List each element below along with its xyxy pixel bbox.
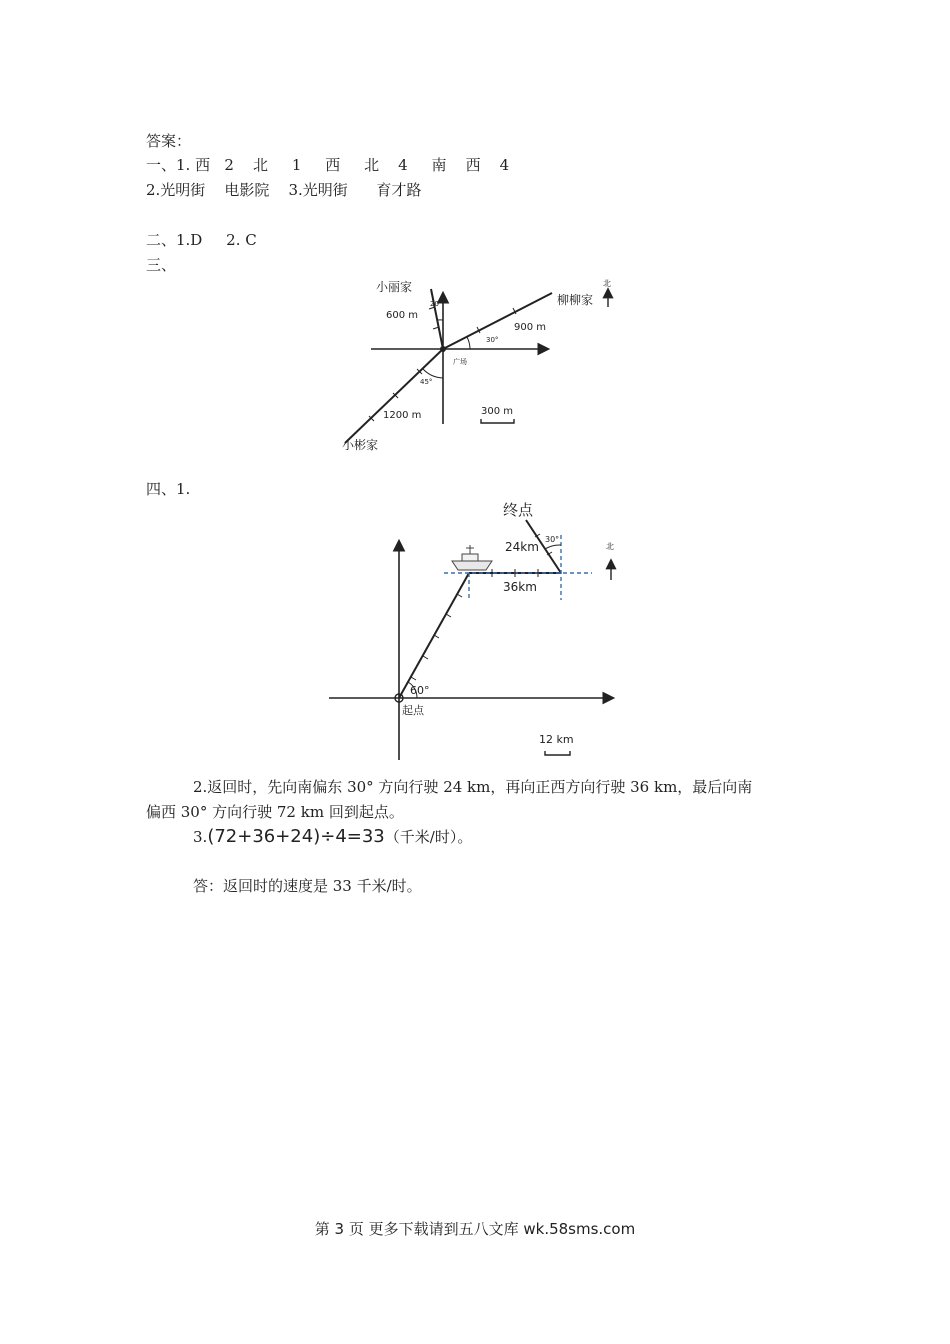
part1-line1: 一、1. 西 2 北 1 西 北 4 南 西 4 xyxy=(146,156,510,174)
page-footer: 第 3 页 更多下载请到五八文库 wk.58sms.com xyxy=(314,1220,636,1238)
label-north-2: 北 xyxy=(606,542,614,551)
q2-line1: 2.返回时，先向南偏东 30° 方向行驶 24 km，再向正西方向行驶 36 km，最后向南 xyxy=(193,778,753,796)
ship-icon xyxy=(452,545,492,570)
part1-line2: 2.光明街 电影院 3.光明街 育才路 xyxy=(146,181,422,199)
label-xiaoli: 小丽家 xyxy=(376,280,413,294)
answers-title: 答案： xyxy=(146,132,192,150)
q2-line2: 偏西 30° 方向行驶 72 km 回到起点。 xyxy=(146,803,404,821)
q3-line xyxy=(193,826,472,847)
label-30deg: 30° xyxy=(486,336,499,344)
part4-heading: 四、1. xyxy=(146,480,191,498)
final-answer: 答：返回时的速度是 33 千米/时。 xyxy=(193,877,422,895)
q3-prefix: 3. xyxy=(193,828,208,846)
label-30deg-2: 30° xyxy=(545,535,560,544)
label-zhongdian: 终点 xyxy=(503,501,534,519)
label-1200m: 1200 m xyxy=(383,410,422,421)
label-600m: 600 m xyxy=(386,310,419,321)
label-scale-12km: 12 km xyxy=(539,733,574,746)
label-45deg: 45° xyxy=(420,378,433,386)
label-north-1: 北 xyxy=(603,279,611,288)
q3-suffix: （千米/时）。 xyxy=(384,828,473,846)
label-xiaobin: 小彬家 xyxy=(342,438,379,452)
label-scale-300m: 300 m xyxy=(481,406,514,417)
part2-answers: 二、1.D 2. C xyxy=(146,231,257,249)
label-36km: 36km xyxy=(503,580,537,594)
label-900m: 900 m xyxy=(514,322,547,333)
label-liuliu: 柳柳家 xyxy=(557,293,594,307)
label-guangchang: 广场 xyxy=(453,358,467,366)
label-qidian: 起点 xyxy=(402,704,424,717)
label-24km: 24km xyxy=(505,540,539,554)
label-20deg: 20° xyxy=(430,300,443,308)
label-60deg: 60° xyxy=(410,684,430,697)
part3-heading: 三、 xyxy=(146,256,177,274)
q3-formula: (72+36+24)÷4=33 xyxy=(207,826,385,847)
